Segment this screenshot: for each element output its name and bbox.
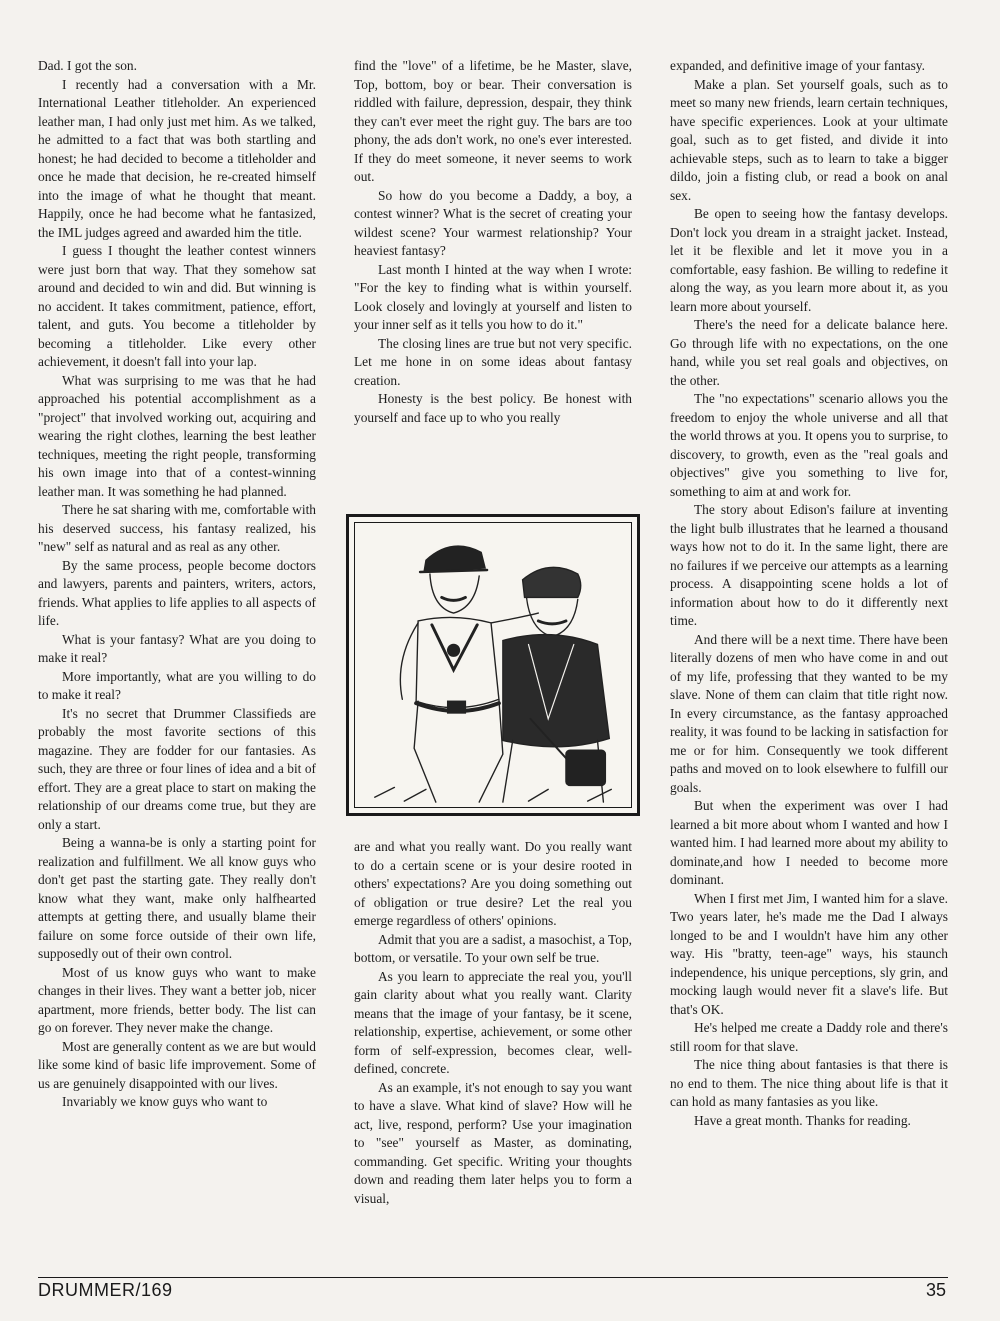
paragraph: Make a plan. Set yourself goals, such as to meet so many new friends, learn certain techniques, have specific experiences. Look at your ultimate goal, such as to get fisted, and divide it into achievable steps, such as to learn to take a bigger dildo, join a fisting club, or read a book on anal sex. [670, 76, 948, 203]
paragraph: And there will be a next time. There have been literally dozens of men who have come in and out of my life, professing that they wanted to be my slave. None of them can claim that title right now. In every circumstance, as the fantasy approached reality, it was found to be lacking in satisfaction for me or for him. Consequently we took different paths and moved on to look elsewhere to fulfill our goals. [670, 631, 948, 795]
paragraph: Admit that you are a sadist, a masochist, a Top, bottom, or versatile. To your own self be true. [354, 931, 632, 965]
paragraph: As an example, it's not enough to say you want to have a slave. What kind of slave? How will he act, live, respond, perform? Use your imagination to "see" yourself as Master, as dominating, commanding. Get specific. Writing your thoughts down and reading them later helps you to form a visual, [354, 1079, 632, 1206]
paragraph: Being a wanna-be is only a starting point for realization and fulfillment. We all know guys who don't get past the starting gate. They really don't know what they want, make only halfhearted attempts at getting there, and usually blame their failure on some force outside of their own life, supposedly out of their own control. [38, 835, 316, 961]
paragraph: There's the need for a delicate balance here. Go through life with no expectations, on the one hand, while you set real goals and objectives, on the other. [670, 317, 948, 388]
paragraph: The nice thing about fantasies is that there is no end to them. The nice thing about life is that it can hold as many fantasies as you like. [670, 1057, 948, 1109]
paragraph: Last month I hinted at the way when I wrote: "For the key to finding what is within yourself. Look closely and lovingly at yourself and listen to your inner self as it tells you how to do it." [354, 261, 632, 332]
paragraph: The story about Edison's failure at inventing the light bulb illustrates that he learned a thousand ways how not to do it. In the same light, there are no failures if we perceive our attempts as a learning process. A disappointing scene holds a lot of information about how to do it differently next time. [670, 502, 948, 628]
article-column-3 [670, 57, 948, 1130]
paragraph: Most are generally content as we are but would like some kind of basic life improvement. Some of us are genuinely disappointed with our lives. [38, 1038, 316, 1091]
paragraph: Honesty is the best policy. Be honest with yourself and face up to who you really [354, 391, 632, 425]
article-column-1 [38, 57, 316, 1112]
paragraph: expanded, and definitive image of your fantasy. [670, 58, 925, 73]
paragraph: It's no secret that Drummer Classifieds are probably the most favorite sections of this magazine. They are fodder for our fantasies. As such, they are three or four lines of idea and a bit of effort. They are a great place to start on making the relationship of our dreams come true, but they are only a start. [38, 705, 316, 832]
footer-divider [38, 1277, 948, 1278]
paragraph: By the same process, people become doctors and lawyers, parents and painters, writers, actors, friends. What applies to life applies to all aspects of life. [38, 557, 316, 628]
publication-footer: DRUMMER/169 [38, 1280, 173, 1300]
paragraph: He's helped me create a Daddy role and there's still room for that slave. [670, 1020, 948, 1054]
paragraph: What was surprising to me was that he had approached his potential accomplishment as a "project" that involved working out, acquiring and wearing the right clothes, learning the best leather techniques, meeting the right people, transforming his own image into that of a contest-winning leather man. It was something he had planned. [38, 372, 316, 499]
paragraph: Dad. I got the son. [38, 58, 137, 73]
article-column-2-top [354, 57, 632, 427]
paragraph: Invariably we know guys who want to [62, 1094, 268, 1109]
paragraph: But when the experiment was over I had learned a bit more about whom I wanted and how I wanted him. I had learned more about my ability to dominate,and how I needed to become more dominant. [670, 798, 948, 887]
paragraph: find the "love" of a lifetime, be he Master, slave, Top, bottom, boy or bear. Their conversation is riddled with failure, depression, despair, they think they can't ever meet the right guy. The bars are too phony, the ads don't work, no one's ever interested. If they do meet someone, it never seems to work out. [354, 58, 632, 184]
paragraph: There he sat sharing with me, comfortable with his deserved success, his fantasy realized, his "new" self as natural and as real as any other. [38, 502, 316, 554]
paragraph: Most of us know guys who want to make changes in their lives. They want a better job, nicer apartment, more friends, better body. The list can go on forever. They never make the change. [38, 964, 316, 1035]
illustration-frame [346, 514, 640, 816]
page-number: 35 [925, 1280, 946, 1300]
article-column-2-bottom [354, 838, 632, 1208]
paragraph: I recently had a conversation with a Mr. International Leather titleholder. An experienced leather man, I had only just met him. As we talked, he admitted to a fact that was both startling and honest; he had decided to become a titleholder and once he made that decision, he re-created himself into the image of what he thought that meant. Happily, once he had become what he fantasized, the IML judges agreed and awarded him the title. [38, 76, 316, 240]
paragraph: are and what you really want. Do you really want to do a certain scene or is your desire rooted in others' expectations? Are you doing something out of obligation or true desire? Let the real you emerge regardless of others' opinions. [354, 839, 632, 928]
paragraph: The "no expectations" scenario allows you the freedom to enjoy the whole universe and all that the world throws at you. It opens you to surprise, to discovery, to growth, even as the "real goals and objectives" give you something to live for, something to aim at and work for. [670, 391, 948, 499]
paragraph: I guess I thought the leather contest winners were just born that way. That they somehow sat around and decided to win and did. But winning is no accident. It takes commitment, patience, effort, talent, and guts. You become a titleholder by becoming a titleholder. Like every other achievement, it doesn't fall into your lap. [38, 243, 316, 369]
paragraph: Be open to seeing how the fantasy develops. Don't lock you dream in a straight jacket. Instead, let it be flexible and let it move you in a comfortable, easy fashion. Be willing to redefine it along the way, as you learn more about it, as you learn more about yourself. [670, 206, 948, 314]
leather-men-illustration-icon [355, 523, 631, 807]
paragraph: As you learn to appreciate the real you, you'll gain clarity about what you really want. Clarity means that the image of your fantasy, be it scene, relationship, expertise, achievement, or some other form of self-expression, becomes clear, well-defined, concrete. [354, 968, 632, 1076]
paragraph: So how do you become a Daddy, a boy, a contest winner? What is the secret of creating your wildest scene? Your warmest relationship? Your heaviest fantasy? [354, 187, 632, 258]
paragraph: Have a great month. Thanks for reading. [694, 1112, 911, 1128]
paragraph: More importantly, what are you willing to do to make it real? [38, 668, 316, 702]
paragraph: The closing lines are true but not very specific. Let me hone in on some ideas about fantasy creation. [354, 335, 632, 388]
paragraph: When I first met Jim, I wanted him for a slave. Two years later, he's made me the Dad I always longed to be and I wouldn't have him any other way. His "bratty, teen-age" ways, his staunch independence, his unique perceptions, sly grin, and mocking laugh would never fit a slave's life. But that's OK. [670, 890, 948, 1017]
paragraph: What is your fantasy? What are you doing to make it real? [38, 631, 316, 665]
